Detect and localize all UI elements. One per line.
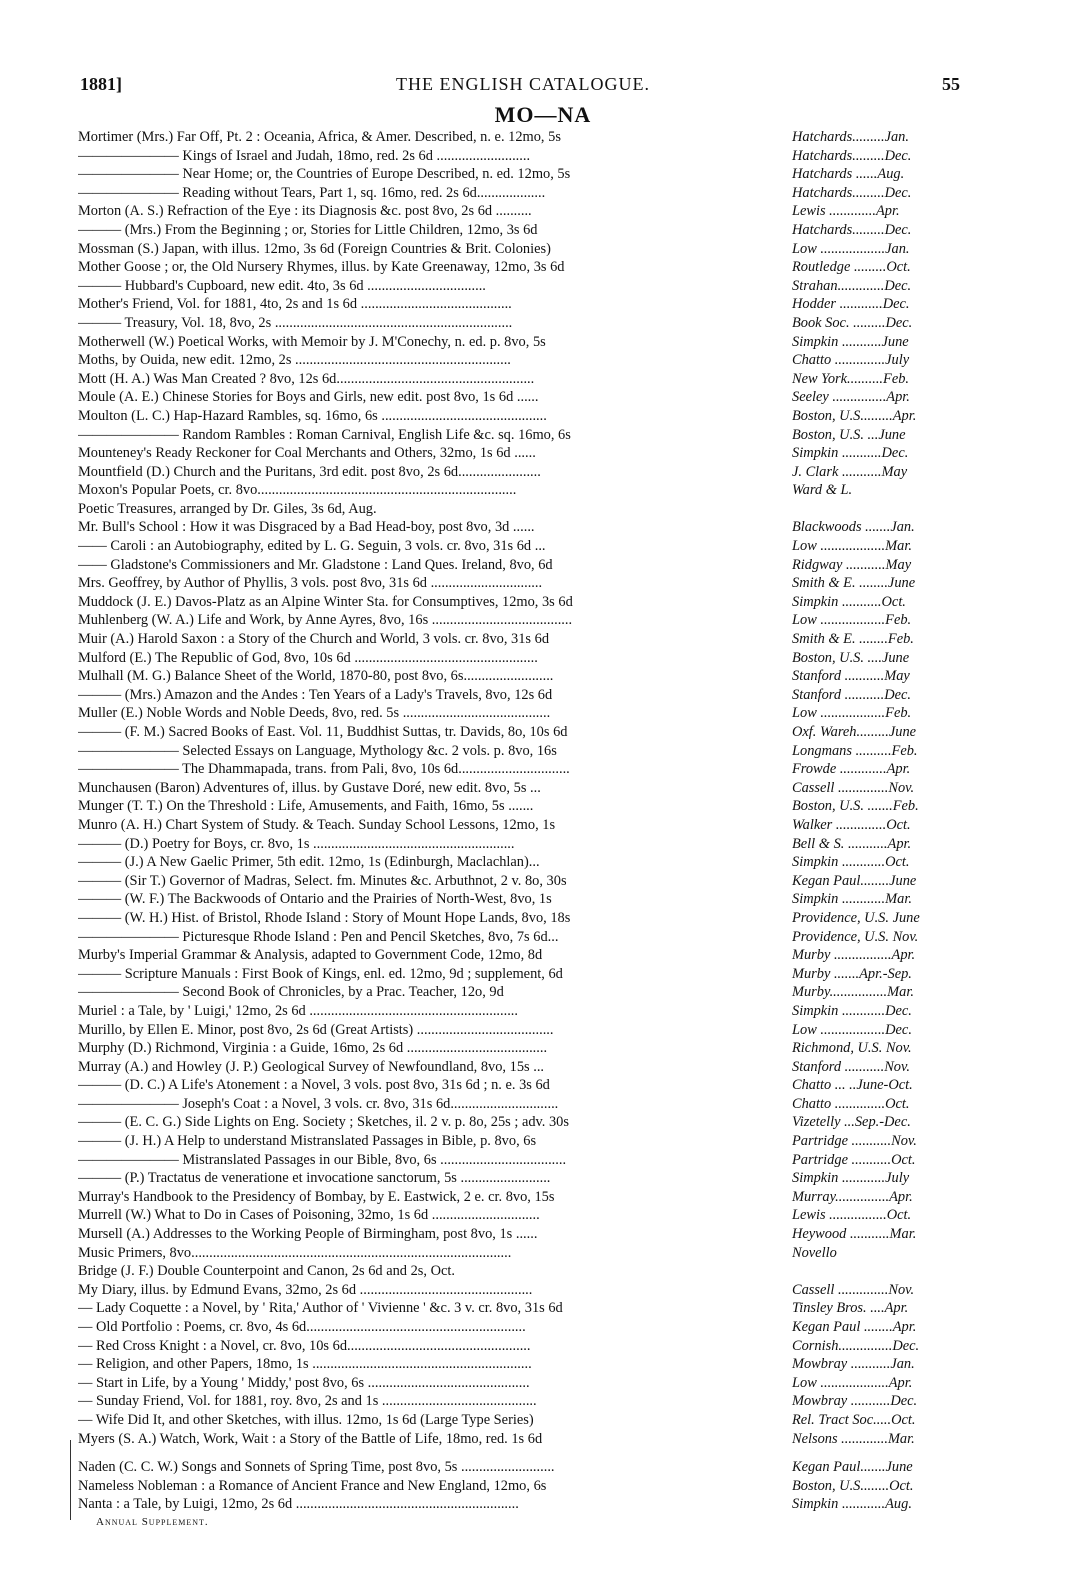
entry-publisher: Rel. Tract Soc.....Oct.	[792, 1411, 916, 1428]
catalogue-entry	[78, 1151, 968, 1170]
entry-publisher: Smith & E. ........June	[792, 575, 916, 592]
entry-title: Muddock (J. E.) Davos-Platz as an Alpine Winter Sta. for Consumptives, 12mo, 3s 6d	[78, 593, 573, 610]
entry-title: Mursell (A.) Addresses to the Working People of Birmingham, post 8vo, 1s ......	[78, 1226, 538, 1243]
running-header	[78, 74, 968, 102]
entry-publisher: Simpkin ............Aug.	[792, 1496, 912, 1513]
catalogue-entry	[78, 1206, 968, 1225]
entry-title: Mortimer (Mrs.) Far Off, Pt. 2 : Oceania, Africa, & Amer. Described, n. e. 12mo, 5s	[78, 129, 561, 145]
entry-title: Munro (A. H.) Chart System of Study. & Teach. Sunday School Lessons, 12mo, 1s	[78, 816, 556, 833]
page-number: 55	[942, 74, 960, 94]
entry-title: Mounteney's Ready Reckoner for Coal Merchants and Others, 32mo, 1s 6d ......	[78, 445, 536, 462]
entry-publisher: Low ...................Apr.	[792, 1374, 913, 1391]
entry-publisher: Lewis .............Apr.	[792, 203, 900, 220]
entry-title: Moxon's Popular Poets, cr. 8vo........................................................................	[78, 482, 517, 499]
catalogue-entry	[78, 1095, 968, 1114]
entry-title: Murby's Imperial Grammar & Analysis, adapted to Government Code, 12mo, 8d	[78, 947, 543, 964]
catalogue-entry	[78, 723, 968, 742]
catalogue-entry	[78, 1355, 968, 1374]
catalogue-entry	[78, 890, 968, 909]
catalogue-entry	[78, 816, 968, 835]
catalogue-title: THE ENGLISH CATALOGUE.	[395, 74, 651, 94]
entry-title: ——————— Selected Essays on Language, Mythology &c. 2 vols. p. 8vo, 16s	[78, 742, 557, 759]
entry-title: Poetic Treasures, arranged by Dr. Giles, 3s 6d, Aug.	[78, 500, 377, 517]
entry-publisher: Low ..................Dec.	[792, 1021, 912, 1038]
catalogue-entry	[78, 463, 968, 482]
entry-title: ——————— Second Book of Chronicles, by a Prac. Teacher, 12o, 9d	[78, 984, 504, 1001]
entry-publisher: Stanford ...........Dec.	[792, 686, 911, 703]
entry-title: Nameless Nobleman : a Romance of Ancient France and New England, 12mo, 6s	[78, 1477, 547, 1494]
entry-publisher: Partridge ...........Oct.	[792, 1151, 916, 1168]
entry-publisher: Longmans ..........Feb.	[792, 742, 918, 759]
margin-rule	[70, 1440, 71, 1520]
entry-title: Moulton (L. C.) Hap-Hazard Rambles, sq. 16mo, 6s ..............................................	[78, 407, 547, 424]
entry-title: ——— (J. H.) A Help to understand Mistranslated Passages in Bible, p. 8vo, 6s	[78, 1133, 537, 1150]
entry-publisher: Chatto ..............July	[792, 352, 910, 369]
catalogue-entry	[78, 1411, 968, 1430]
entry-publisher: Low ..................Jan.	[792, 240, 910, 257]
entry-title: ——— Hubbard's Cupboard, new edit. 4to, 3s 6d .................................	[78, 277, 486, 294]
catalogue-entry	[78, 240, 968, 259]
entry-title: ——— (W. F.) The Backwoods of Ontario and the Prairies of North-West, 8vo, 1s	[78, 891, 552, 908]
entry-publisher: Boston, U.S. ....June	[792, 649, 910, 666]
entry-list	[78, 128, 968, 1514]
entry-publisher: Routledge .........Oct.	[792, 259, 911, 276]
catalogue-entry	[78, 853, 968, 872]
entry-publisher: Boston, U.S........Oct.	[792, 1477, 914, 1494]
catalogue-entry	[78, 370, 968, 389]
entry-title: —— Caroli : an Autobiography, edited by L. G. Seguin, 3 vols. cr. 8vo, 31s 6d ...	[78, 538, 546, 555]
catalogue-entry	[78, 1188, 968, 1207]
entry-title: My Diary, illus. by Edmund Evans, 32mo, 2s 6d ................................................	[78, 1281, 533, 1298]
catalogue-entry	[78, 1392, 968, 1411]
catalogue-entry	[78, 1244, 968, 1263]
entry-publisher: Hatchards ......Aug.	[792, 166, 905, 183]
entry-publisher: Murray...............Apr.	[792, 1188, 913, 1205]
entry-publisher: Blackwoods .......Jan.	[792, 519, 915, 536]
catalogue-entry	[78, 649, 968, 668]
entry-publisher: Partridge ...........Nov.	[792, 1133, 917, 1150]
entry-publisher: Oxf. Wareh.........June	[792, 724, 917, 740]
catalogue-entry	[78, 277, 968, 296]
catalogue-entry	[78, 481, 968, 500]
entry-title: —— Gladstone's Commissioners and Mr. Gladstone : Land Ques. Ireland, 8vo, 6d	[78, 556, 553, 573]
catalogue-entry	[78, 1169, 968, 1188]
entry-publisher: Tinsley Bros. ....Apr.	[792, 1300, 909, 1317]
entry-publisher: Boston, U.S. ...June	[792, 426, 906, 443]
catalogue-entry	[78, 426, 968, 445]
entry-publisher: Kegan Paul.......June	[792, 1459, 913, 1476]
catalogue-entry	[78, 611, 968, 630]
catalogue-entry	[78, 704, 968, 723]
catalogue-entry	[78, 946, 968, 965]
catalogue-entry	[78, 314, 968, 333]
catalogue-entry	[78, 388, 968, 407]
catalogue-entry	[78, 1132, 968, 1151]
entry-title: Mossman (S.) Japan, with illus. 12mo, 3s 6d (Foreign Countries & Brit. Colonies)	[78, 240, 551, 257]
entry-publisher: Hatchards.........Jan.	[792, 129, 909, 145]
catalogue-entry	[78, 351, 968, 370]
entry-title: ——————— The Dhammapada, trans. from Pali, 8vo, 10s 6d...............................	[78, 761, 570, 778]
catalogue-page	[78, 74, 968, 1530]
entry-title: ——— (Sir T.) Governor of Madras, Select. fm. Minutes &c. Arbuthnot, 2 v. 8o, 30s	[78, 872, 567, 889]
entry-title: Mrs. Geoffrey, by Author of Phyllis, 3 vols. post 8vo, 31s 6d ...............................	[78, 575, 543, 592]
entry-publisher: Boston, U.S.........Apr.	[792, 407, 917, 424]
entry-title: ——— (D.) Poetry for Boys, cr. 8vo, 1s ........................................................	[78, 835, 515, 852]
entry-title: ——— (Mrs.) From the Beginning ; or, Stories for Little Children, 12mo, 3s 6d	[78, 221, 538, 238]
catalogue-entry	[78, 872, 968, 891]
catalogue-entry	[78, 258, 968, 277]
entry-publisher: Chatto ..............Oct.	[792, 1095, 910, 1112]
entry-publisher: Simpkin ............Dec.	[792, 1002, 912, 1019]
entry-title: Nanta : a Tale, by Luigi, 12mo, 2s 6d ..............................................................	[78, 1496, 519, 1513]
entry-publisher: Simpkin ............July	[792, 1170, 910, 1187]
entry-publisher: Providence, U.S. June	[792, 909, 920, 926]
entry-publisher: Low ..................Mar.	[792, 538, 912, 555]
entry-title: Moule (A. E.) Chinese Stories for Boys and Girls, new edit. post 8vo, 1s 6d ......	[78, 389, 539, 406]
entry-title: Murray's Handbook to the Presidency of Bombay, by E. Eastwick, 2 e. cr. 8vo, 15s	[78, 1188, 555, 1205]
catalogue-entry	[78, 147, 968, 166]
entry-title: Bridge (J. F.) Double Counterpoint and Canon, 2s 6d and 2s, Oct.	[78, 1263, 455, 1280]
entry-publisher: Simpkin ...........June	[792, 333, 909, 350]
entry-publisher: Simpkin ............Oct.	[792, 854, 910, 871]
entry-title: ——— (P.) Tractatus de veneratione et invocatione sanctorum, 5s .........................	[78, 1170, 551, 1187]
entry-title: Muir (A.) Harold Saxon : a Story of the Church and World, 3 vols. cr. 8vo, 31s 6d	[78, 631, 550, 648]
catalogue-entry	[78, 1337, 968, 1356]
entry-title: Muriel : a Tale, by ' Luigi,' 12mo, 2s 6d ..........................................................	[78, 1002, 519, 1019]
entry-publisher: Strahan.............Dec.	[792, 277, 912, 294]
entry-publisher: Stanford ...........May	[792, 668, 910, 685]
entry-title: ——————— Reading without Tears, Part 1, sq. 16mo, red. 2s 6d...................	[78, 184, 546, 201]
entry-publisher: Simpkin ...........Dec.	[792, 445, 909, 462]
catalogue-entry	[78, 1318, 968, 1337]
section-heading: MO—NA	[494, 102, 592, 127]
catalogue-entry	[78, 835, 968, 854]
catalogue-entry	[78, 221, 968, 240]
entry-title: ——— (Mrs.) Amazon and the Andes : Ten Years of a Lady's Travels, 8vo, 12s 6d	[78, 686, 553, 703]
catalogue-entry	[78, 518, 968, 537]
catalogue-entry	[78, 1113, 968, 1132]
entry-title: ——————— Near Home; or, the Countries of Europe Described, n. ed. 12mo, 5s	[78, 166, 571, 183]
entry-publisher: Frowde .............Apr.	[792, 761, 911, 778]
catalogue-entry	[78, 1374, 968, 1393]
entry-title: — Start in Life, by a Young ' Middy,' post 8vo, 6s .............................................	[78, 1374, 530, 1391]
entry-title: ——— (J.) A New Gaelic Primer, 5th edit. 12mo, 1s (Edinburgh, Maclachlan)...	[78, 854, 540, 871]
entry-publisher: Kegan Paul........June	[792, 872, 917, 889]
entry-title: Mother's Friend, Vol. for 1881, 4to, 2s and 1s 6d ..........................................	[78, 296, 512, 313]
catalogue-entry	[78, 928, 968, 947]
catalogue-entry	[78, 983, 968, 1002]
entry-publisher: Hodder ............Dec.	[792, 296, 910, 313]
entry-publisher: Simpkin ............Mar.	[792, 891, 912, 908]
catalogue-entry	[78, 1495, 968, 1514]
entry-title: — Lady Coquette : a Novel, by ' Rita,' Author of ' Vivienne ' &c. 3 v. cr. 8vo, 31s 6d	[78, 1300, 563, 1317]
catalogue-entry	[78, 537, 968, 556]
entry-publisher: Stanford ...........Nov.	[792, 1058, 910, 1075]
catalogue-entry	[78, 1430, 968, 1449]
entry-publisher: Mowbray ...........Jan.	[792, 1356, 915, 1373]
entry-publisher: Cassell ..............Nov.	[792, 779, 915, 796]
entry-title: — Religion, and other Papers, 18mo, 1s .............................................................	[78, 1356, 532, 1373]
catalogue-entry	[78, 1458, 968, 1477]
entry-title: ——— (F. M.) Sacred Books of East. Vol. 11, Buddhist Suttas, tr. Davids, 8o, 10s 6d	[78, 724, 568, 740]
entry-title: ——————— Random Rambles : Roman Carnival, English Life &c. sq. 16mo, 6s	[78, 426, 571, 443]
catalogue-entry	[78, 1281, 968, 1300]
catalogue-entry	[78, 407, 968, 426]
entry-publisher: Smith & E. ........Feb.	[792, 631, 914, 648]
catalogue-entry	[78, 184, 968, 203]
catalogue-entry	[78, 760, 968, 779]
catalogue-entry	[78, 909, 968, 928]
entry-publisher: Boston, U.S. .......Feb.	[792, 798, 919, 815]
entry-title: ——— (D. C.) A Life's Atonement : a Novel, 3 vols. post 8vo, 31s 6d ; n. e. 3s 6d	[78, 1077, 550, 1094]
entry-publisher: Providence, U.S. Nov.	[792, 928, 919, 945]
entry-publisher: Cornish...............Dec.	[792, 1337, 920, 1354]
entry-title: Mountfield (D.) Church and the Puritans, 3rd edit. post 8vo, 2s 6d.......................	[78, 463, 541, 480]
catalogue-entry	[78, 444, 968, 463]
catalogue-entry	[78, 1262, 968, 1281]
entry-publisher: Walker ..............Oct.	[792, 816, 911, 833]
entry-publisher: Murby................Mar.	[792, 984, 914, 1001]
catalogue-entry	[78, 574, 968, 593]
entry-publisher: Vizetelly ...Sep.-Dec.	[792, 1114, 911, 1131]
entry-publisher: Low ..................Feb.	[792, 705, 912, 722]
entry-title: ——— Treasury, Vol. 18, 8vo, 2s ..................................................................	[78, 314, 513, 331]
entry-publisher: Richmond, U.S. Nov.	[792, 1040, 912, 1057]
entry-publisher: Kegan Paul ........Apr.	[792, 1319, 917, 1335]
entry-title: — Sunday Friend, Vol. for 1881, roy. 8vo, 2s and 1s ...........................................	[78, 1393, 537, 1410]
catalogue-entry	[78, 742, 968, 761]
entry-title: Murphy (D.) Richmond, Virginia : a Guide, 16mo, 2s 6d .......................................	[78, 1040, 548, 1057]
supplement-footer: Annual Supplement.	[96, 1515, 209, 1528]
entry-title: — Wife Did It, and other Sketches, with illus. 12mo, 1s 6d (Large Type Series)	[78, 1411, 534, 1428]
entry-publisher: Murby ................Apr.	[792, 947, 916, 964]
catalogue-entry	[78, 667, 968, 686]
catalogue-entry	[78, 1039, 968, 1058]
entry-title: Mulford (E.) The Republic of God, 8vo, 10s 6d ...................................................	[78, 649, 538, 666]
catalogue-entry	[78, 797, 968, 816]
entry-publisher: Hatchards.........Dec.	[792, 184, 912, 201]
entry-publisher: Ward & L.	[792, 482, 853, 499]
catalogue-entry	[78, 1002, 968, 1021]
entry-publisher: Hatchards.........Dec.	[792, 147, 912, 164]
catalogue-entry	[78, 295, 968, 314]
catalogue-entry	[78, 1477, 968, 1496]
catalogue-entry	[78, 686, 968, 705]
entry-publisher: Seeley ...............Apr.	[792, 389, 910, 406]
catalogue-entry	[78, 202, 968, 221]
catalogue-entry	[78, 1058, 968, 1077]
entry-title: Muhlenberg (W. A.) Life and Work, by Anne Ayres, 8vo, 16s .......................................	[78, 612, 573, 629]
entry-publisher: Hatchards.........Dec.	[792, 221, 912, 238]
entry-title: Moths, by Ouida, new edit. 12mo, 2s ............................................................	[78, 352, 511, 369]
catalogue-entry	[78, 630, 968, 649]
entry-publisher: Cassell ..............Nov.	[792, 1281, 915, 1298]
catalogue-entry	[78, 1076, 968, 1095]
entry-title: ——————— Mistranslated Passages in our Bible, 8vo, 6s ...................................	[78, 1151, 567, 1168]
catalogue-entry	[78, 1299, 968, 1318]
entry-publisher: Low ..................Feb.	[792, 612, 912, 629]
entry-title: Morton (A. S.) Refraction of the Eye : its Diagnosis &c. post 8vo, 2s 6d ..........	[78, 203, 532, 220]
catalogue-entry	[78, 593, 968, 612]
entry-title: ——— Scripture Manuals : First Book of Kings, enl. ed. 12mo, 9d ; supplement, 6d	[78, 965, 563, 982]
entry-title: Murray (A.) and Howley (J. P.) Geological Survey of Newfoundland, 8vo, 15s ...	[78, 1058, 545, 1075]
entry-publisher: Murby .......Apr.-Sep.	[792, 965, 912, 982]
entry-title: Music Primers, 8vo.........................................................................................	[78, 1244, 512, 1261]
entry-title: — Red Cross Knight : a Novel, cr. 8vo, 10s 6d...................................................	[78, 1337, 531, 1354]
catalogue-entry	[78, 1225, 968, 1244]
entry-title: ——— (W. H.) Hist. of Bristol, Rhode Island : Story of Mount Hope Lands, 8vo, 18s	[78, 909, 571, 926]
entry-publisher: Chatto ... ..June-Oct.	[792, 1077, 913, 1094]
entry-title: Naden (C. C. W.) Songs and Sonnets of Spring Time, post 8vo, 5s ..........................	[78, 1459, 555, 1476]
catalogue-entry	[78, 500, 968, 519]
catalogue-entry	[78, 165, 968, 184]
entry-publisher: Book Soc. .........Dec.	[792, 314, 913, 331]
entry-title: — Old Portfolio : Poems, cr. 8vo, 4s 6d.............................................................	[78, 1319, 526, 1335]
entry-publisher: Heywood ...........Mar.	[792, 1226, 917, 1243]
entry-title: ——————— Kings of Israel and Judah, 18mo, red. 2s 6d ..........................	[78, 147, 531, 164]
entry-publisher: Nelsons .............Mar.	[792, 1430, 915, 1447]
entry-title: ——— (E. C. G.) Side Lights on Eng. Society ; Sketches, il. 2 v. p. 8o, 25s ; adv. 30s	[78, 1114, 569, 1131]
entry-publisher: Mowbray ...........Dec.	[792, 1393, 918, 1410]
entry-title: Mother Goose ; or, the Old Nursery Rhymes, illus. by Kate Greenaway, 12mo, 3s 6d	[78, 259, 565, 276]
catalogue-entry	[78, 128, 968, 147]
catalogue-entry	[78, 556, 968, 575]
entry-title: Murillo, by Ellen E. Minor, post 8vo, 2s 6d (Great Artists) ......................................	[78, 1021, 554, 1038]
entry-title: Mr. Bull's School : How it was Disgraced by a Bad Head-boy, post 8vo, 3d ......	[78, 519, 535, 536]
entry-publisher: Simpkin ...........Oct.	[792, 593, 906, 610]
catalogue-entry	[78, 1021, 968, 1040]
entry-publisher: Ridgway ...........May	[792, 556, 912, 573]
entry-title: Murrell (W.) What to Do in Cases of Poisoning, 32mo, 1s 6d ..............................	[78, 1207, 540, 1224]
entry-title: Mulhall (M. G.) Balance Sheet of the World, 1870-80, post 8vo, 6s.........................	[78, 668, 554, 685]
entry-title: Munger (T. T.) On the Threshold : Life, Amusements, and Faith, 16mo, 5s .......	[78, 798, 534, 815]
entry-title: Motherwell (W.) Poetical Works, with Memoir by J. M'Conechy, n. ed. p. 8vo, 5s	[78, 333, 546, 350]
entry-title: Myers (S. A.) Watch, Work, Wait : a Story of the Battle of Life, 18mo, red. 1s 6d	[78, 1430, 543, 1447]
catalogue-entry	[78, 965, 968, 984]
entry-publisher: J. Clark ...........May	[792, 463, 908, 480]
year-marker: 1881]	[80, 74, 122, 94]
catalogue-entry	[78, 779, 968, 798]
entry-publisher: Novello	[792, 1244, 837, 1261]
entry-title: Mott (H. A.) Was Man Created ? 8vo, 12s 6d.......................................................	[78, 370, 535, 387]
entry-publisher: New York..........Feb.	[792, 370, 909, 387]
entry-publisher: Bell & S. ...........Apr.	[792, 835, 912, 852]
entry-title: ——————— Joseph's Coat : a Novel, 3 vols. cr. 8vo, 31s 6d..............................	[78, 1095, 559, 1112]
entry-publisher: Lewis ................Oct.	[792, 1207, 912, 1224]
catalogue-entry	[78, 333, 968, 352]
entry-title: Muller (E.) Noble Words and Noble Deeds, 8vo, red. 5s .........................................	[78, 705, 551, 722]
entry-title: ——————— Picturesque Rhode Island : Pen and Pencil Sketches, 8vo, 7s 6d...	[78, 928, 559, 945]
entry-title: Munchausen (Baron) Adventures of, illus. by Gustave Doré, new edit. 8vo, 5s ...	[78, 779, 541, 796]
